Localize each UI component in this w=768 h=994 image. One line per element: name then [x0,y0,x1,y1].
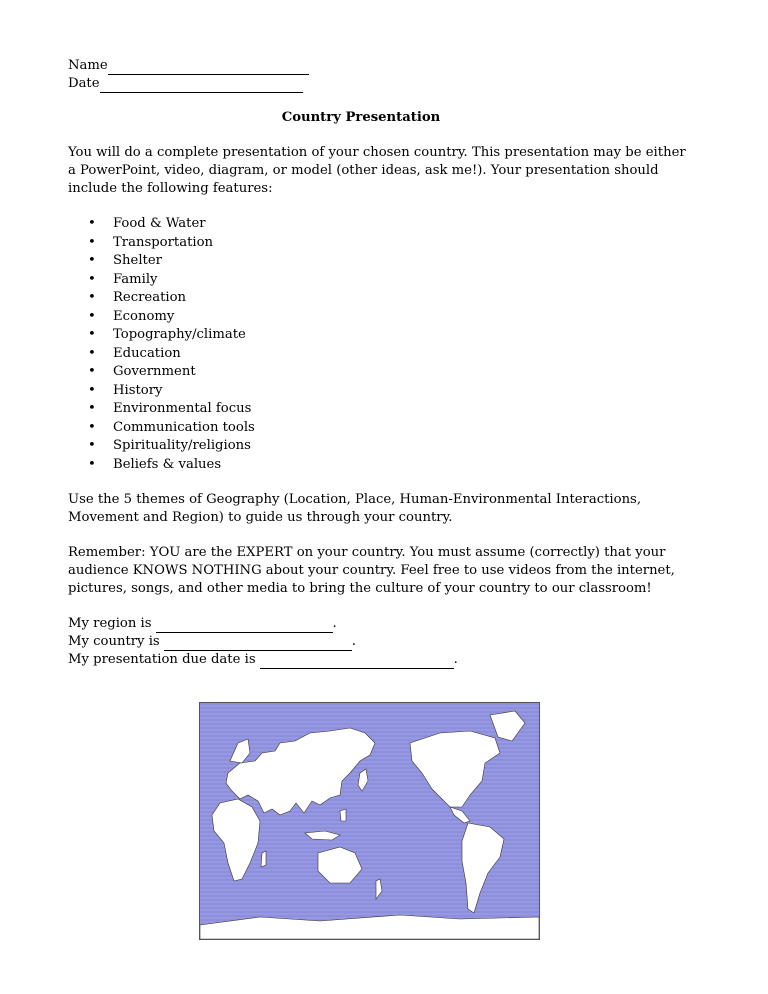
australia-landmass [318,847,362,883]
list-item: • Government [113,363,688,382]
indonesia-landmass [305,831,340,840]
fill-in-section [68,615,688,669]
features-list [68,215,688,474]
region-row [68,615,688,633]
name-blank-line[interactable] [108,61,309,75]
south-america-landmass [462,823,504,913]
name-field [68,57,688,75]
list-item: • Beliefs & values [113,456,688,475]
country-blank-line[interactable] [164,637,352,651]
list-item: • History [113,382,688,401]
world-map-image [199,702,540,940]
date-label: Date [68,76,100,91]
list-item: • Shelter [113,252,688,271]
new-zealand-landmass [376,879,382,899]
country-label: My country is [68,634,160,649]
scandinavia-landmass [230,739,250,763]
name-label: Name [68,58,108,73]
date-blank-line[interactable] [100,79,303,93]
period-mark: . [332,616,337,631]
intro-paragraph: You will do a complete presentation of your chosen country. This presentation may be either a PowerPoint, video, diagram, or model (other ideas, ask me!). Your presentation should include the following features: [68,145,686,196]
themes-paragraph: Use the 5 themes of Geography (Location, Place, Human-Environmental Interactions, Movement and Region) to guide us through your country. [68,492,642,525]
due-date-blank-line[interactable] [260,655,454,669]
period-mark: . [453,652,458,667]
antarctica-landmass [200,915,539,939]
page-title: Country Presentation [281,110,441,125]
africa-landmass [212,799,260,881]
list-item: • Economy [113,308,688,327]
period-mark: . [351,634,356,649]
list-item: • Food & Water [113,215,688,234]
greenland-landmass [490,711,525,741]
north-america-landmass [410,731,500,807]
list-item: • Spirituality/religions [113,437,688,456]
madagascar-landmass [261,851,266,867]
region-blank-line[interactable] [156,619,333,633]
country-row [68,633,688,651]
list-item: • Communication tools [113,419,688,438]
due-date-label: My presentation due date is [68,652,256,667]
region-label: My region is [68,616,152,631]
japan-landmass [358,769,368,791]
list-item: • Education [113,345,688,364]
list-item: • Family [113,271,688,290]
world-map-graphic [200,703,539,939]
list-item: • Transportation [113,234,688,253]
due-date-row [68,651,688,669]
list-item: • Topography/climate [113,326,688,345]
remember-paragraph: Remember: YOU are the EXPERT on your country. You must assume (correctly) that your audience KNOWS NOTHING about your country. Feel free to use videos from the internet, pictures, songs, and other media to bring the culture of your country to our classroom! [68,545,675,596]
central-america-landmass [450,807,470,823]
date-field [68,75,688,93]
list-item: • Environmental focus [113,400,688,419]
document-page [68,57,688,669]
list-item: • Recreation [113,289,688,308]
philippines-landmass [340,809,346,821]
